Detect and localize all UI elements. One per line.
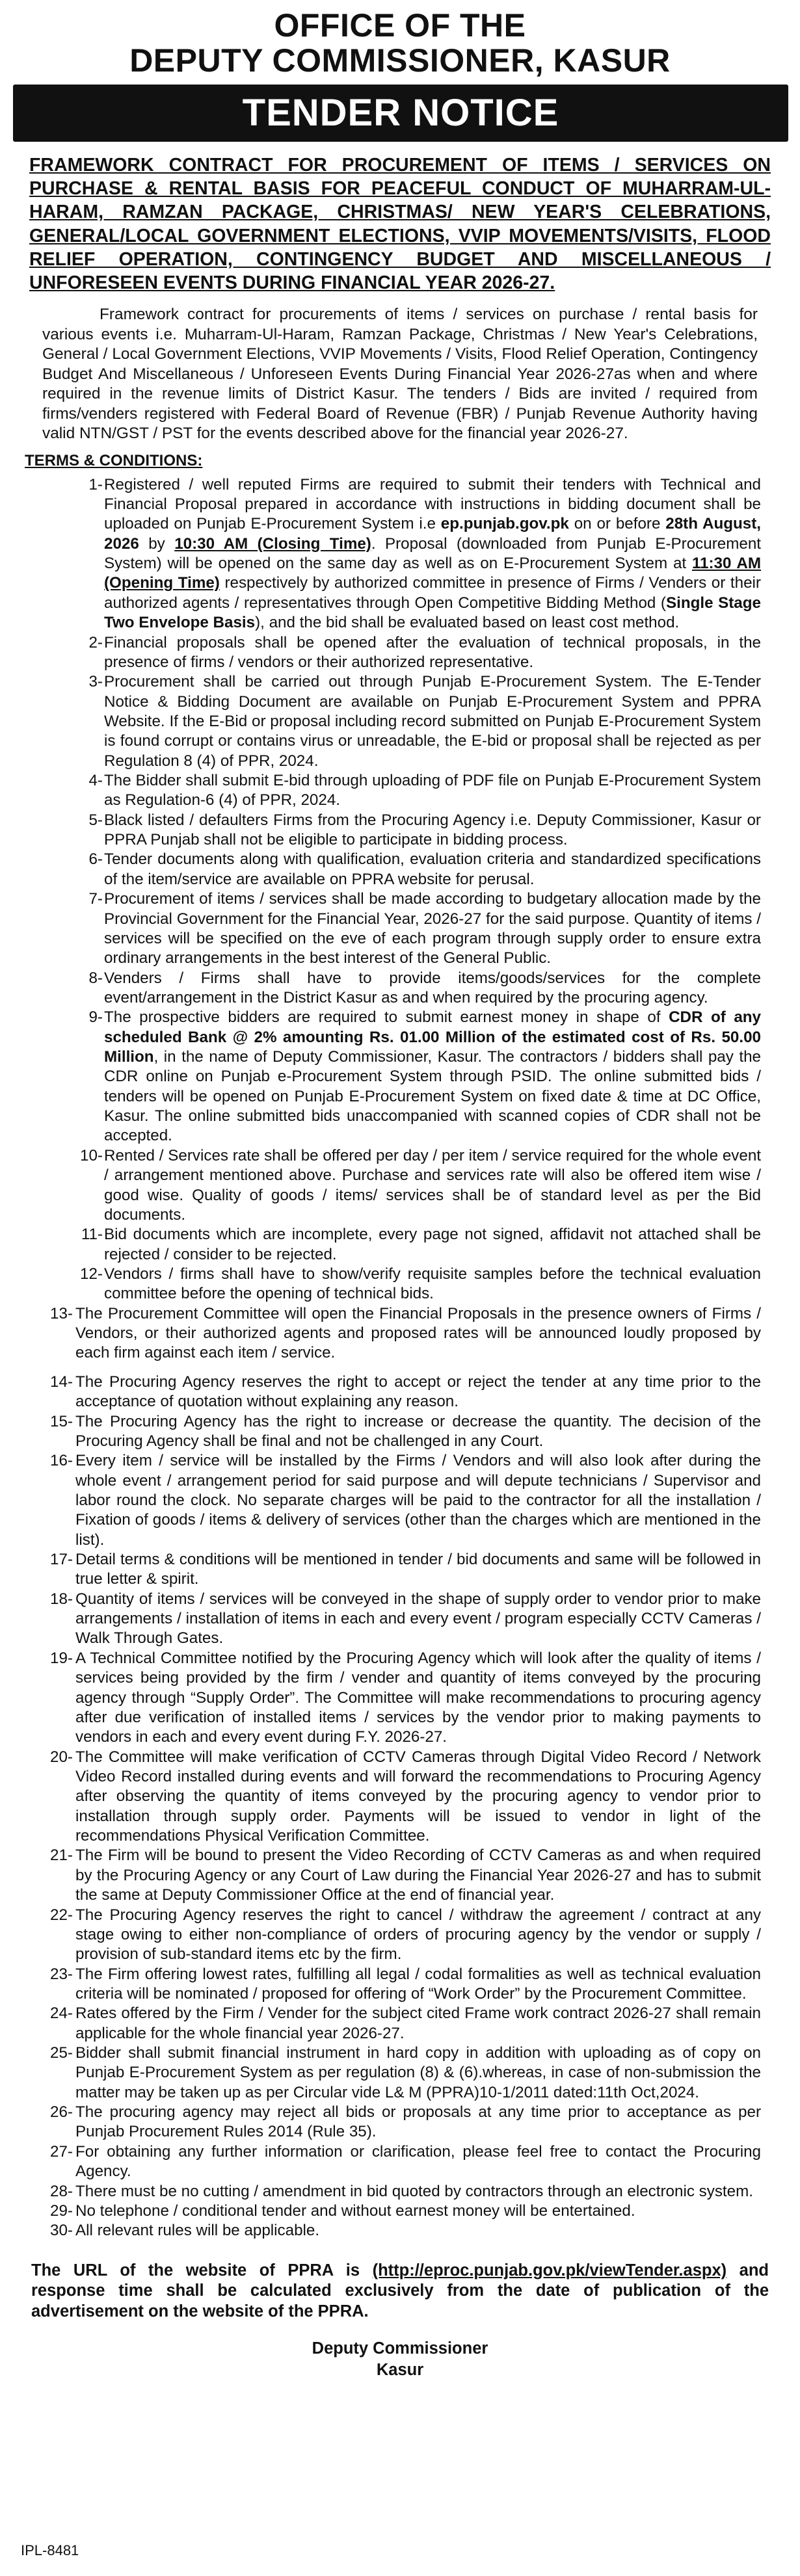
term-item	[13, 1451, 761, 1550]
term-text: Procurement shall be carried out through Punjab E-Procurement System. The E-Tender Notice & Bidding Document are available on Punjab E-Procurement System and PPRA Website. If the E-Bid or proposal including record submitted on Punjab E-Procurement System is found corrupt or contains virus or unreadable, the E-bid or proposal shall be rejected as per Regulation 8 (4) of PPR, 2024.	[104, 673, 761, 770]
term-text: The Firm offering lowest rates, fulfilling all legal / codal formalities as well as technical evaluation criteria will be nominated / proposed for offering of “Work Order” by the Procurement Committee.	[75, 1965, 761, 2003]
term-text: respectively by authorized committee in presence of Firms / Venders or their authorized agents / representatives through Open Competitive Bidding Method (	[104, 574, 761, 612]
intro-paragraph: Framework contract for procurements of items / services on purchase / rental basis for various events i.e. Muharram-Ul-Haram, Ramzan Package, Christmas / New Year's Celebrations, General / Local Government Elections, VVIP Movements / Visits, Flood Relief Operation, Contingency Budget And Miscellaneous / Unforeseen Events During Financial Year 2026-27as when and where required in the revenue limits of District Kasur. The tenders / Bids are invited / required from firms/venders registered with Federal Board of Revenue (FBR) / Punjab Revenue Authority having valid NTN/GST / PST for the events described above for the financial year 2026-27.	[42, 306, 758, 443]
term-item	[13, 1748, 761, 1847]
term-number: 28-	[50, 2182, 73, 2200]
term-item	[13, 1008, 761, 1146]
signatory-title: Deputy Commissioner	[312, 2339, 488, 2358]
signature-block	[13, 2338, 787, 2381]
term-item	[13, 1412, 761, 1452]
term-item	[13, 1965, 761, 2004]
term-number: 27-	[50, 2142, 73, 2161]
term-text: Bid documents which are incomplete, every page not signed, affidavit not attached shall be rejected / consider to be rejected.	[104, 1226, 761, 1263]
footer-text: The URL of the website of PPRA is	[31, 2261, 373, 2280]
term-number: 7-	[88, 890, 103, 908]
term-number: 24-	[50, 2004, 73, 2023]
term-text: by	[139, 534, 175, 553]
term-text: For obtaining any further information or clarification, please feel free to contact the Procuring Agency.	[75, 2142, 761, 2181]
term-text: There must be no cutting / amendment in bid quoted by contractors through an electronic system.	[75, 2182, 753, 2200]
term-item	[13, 1373, 761, 1412]
term-text: Vendors / firms shall have to show/verify requisite samples before the technical evaluation committee before the opening of technical bids.	[104, 1265, 761, 1303]
term-text: Quantity of items / services will be conveyed in the shape of supply order to vendor prior to make arrangements / installation of items in each and every event / program especially CCTV Cameras / Walk Through Gates.	[75, 1590, 761, 1648]
term-number: 26-	[50, 2103, 73, 2122]
term-number: 1-	[88, 475, 103, 493]
term-text: Detail terms & conditions will be mentioned in tender / bid documents and same will be followed in true letter & spirit.	[75, 1551, 761, 1588]
term-item	[13, 1649, 761, 1748]
term-text: Procurement of items / services shall be made according to budgetary allocation made by the Provincial Government for the Financial Year, 2026-27 for the said purpose. Quantity of items / services will be specified on the eve of each program through supply order to ensure extra ordinary arrangements in the best interest of the General Public.	[104, 890, 761, 967]
term-item	[13, 2044, 761, 2103]
term-text: Rented / Services rate shall be offered per day / per item / service required for the whole event / arrangement mentioned above. Purchase and services rate will also be offered item wise / good wise. Quality of goods / items/ services shall be of standard level as per the Bid documents.	[104, 1146, 761, 1224]
term-text: The Procuring Agency reserves the right to cancel / withdraw the agreement / contract at any stage owing to either non-compliance of orders of procuring agency by the vendor or supply / provision of sub-standard items etc by the firm.	[75, 1906, 761, 1964]
term-number: 30-	[50, 2222, 73, 2240]
procurement-site: ep.punjab.gov.pk	[440, 515, 569, 533]
term-number: 10-	[80, 1146, 103, 1164]
term-item	[13, 1590, 761, 1649]
term-number: 25-	[50, 2044, 73, 2062]
term-number: 13-	[50, 1304, 73, 1322]
term-item	[13, 811, 761, 850]
term-item	[13, 2103, 761, 2142]
term-text: The Committee will make verification of CCTV Cameras through Digital Video Record / Network Video Record installed during events and will forward the recommendations to Procuring Agency after observing the quantity of items conveyed by the procuring agency to vendor prior to installation through supply order. Payments will be issued to vendor in light of the recommendations Physical Verification Committee.	[75, 1748, 761, 1845]
term-item	[13, 2182, 761, 2201]
term-text: Black listed / defaulters Firms from the Procuring Agency i.e. Deputy Commissioner, Kasur or PPRA Punjab shall not be eligible to participate in bidding process.	[104, 811, 761, 849]
bidding-method: Single Stage Two Envelope Basis	[104, 594, 761, 632]
signatory-place: Kasur	[376, 2361, 424, 2380]
term-number: 29-	[50, 2201, 73, 2220]
term-number: 19-	[50, 1649, 73, 1667]
term-text: The Bidder shall submit E-bid through uploading of PDF file on Punjab E-Procurement System as Regulation-6 (4) of PPR, 2024.	[104, 772, 761, 809]
term-text: A Technical Committee notified by the Procuring Agency which will look after the quality of items / services being provided by the firm / vender and quantity of items conveyed by the procuring agency through “Supply Order”. The Committee will make recommendations to procuring agency after due verification of installed items / services by the vendor prior to making payments to vendors in each and every event during F.Y. 2026-27.	[75, 1649, 761, 1746]
term-text: The procuring agency may reject all bids or proposals at any time prior to acceptance as per Punjab Procurement Rules 2014 (Rule 35).	[75, 2103, 761, 2141]
term-text: Registered / well reputed Firms are required to submit their tenders with Technical and Financial Proposal prepared in accordance with instructions in bidding document shall be uploaded on Punjab E-Procurement System i.e	[104, 475, 761, 533]
term-item	[13, 1846, 761, 1905]
term-item	[13, 2004, 761, 2044]
term-text: All relevant rules will be applicable.	[75, 2222, 320, 2240]
term-number: 23-	[50, 1965, 73, 1983]
term-text: Financial proposals shall be opened after the evaluation of technical proposals, in the presence of firms / vendors or their authorized representative.	[104, 633, 761, 671]
tender-notice-banner: TENDER NOTICE	[13, 85, 788, 142]
footer-text: and response time shall be calculated exclusively from the date of publication of the advertisement on the website of the PPRA.	[31, 2261, 769, 2321]
term-item	[13, 672, 761, 771]
subject-heading: FRAMEWORK CONTRACT FOR PROCUREMENT OF ITEMS / SERVICES ON PURCHASE & RENTAL BASIS FOR PEACEFUL CONDUCT OF MUHARRAM-UL-HARAM, RAMZAN PACKAGE, CHRISTMAS/ NEW YEAR'S CELEBRATIONS, GENERAL/LOCAL GOVERNMENT ELECTIONS, VVIP MOVEMENTS/VISITS, FLOOD RELIEF OPERATION, CONTINGENCY BUDGET AND MISCELLANEOUS / UNFORESEEN EVENTS DURING FINANCIAL YEAR 2026-27.	[29, 155, 771, 293]
term-text: The Procurement Committee will open the Financial Proposals in the presence owners of Firms / Vendors, or their authorized agents and proposed rates will be announced loudly proposed by each firm against each item / service.	[75, 1304, 761, 1362]
term-item	[13, 2142, 761, 2182]
ppra-url-link[interactable]: (http://eproc.punjab.gov.pk/viewTender.aspx)	[372, 2261, 727, 2280]
term-number: 3-	[88, 673, 103, 691]
term-text: The Firm will be bound to present the Video Recording of CCTV Cameras as and when required by the Procuring Agency or any Court of Law during the Financial Year 2026-27 and has to submit the same at Deputy Commissioner Office at the end of financial year.	[75, 1847, 761, 1904]
term-text: . Proposal (downloaded from Punjab E-Procurement System) will be opened on the same day as well as on E-Procurement System at	[104, 534, 761, 573]
term-item	[13, 889, 761, 968]
term-item	[13, 1146, 761, 1225]
term-number: 5-	[88, 811, 103, 829]
term-item	[13, 633, 761, 673]
earnest-money: CDR of any scheduled Bank @ 2% amounting Rs. 01.00 Million of the estimated cost of Rs. 50.00 Million	[104, 1008, 762, 1066]
office-heading	[13, 8, 787, 78]
term-number: 12-	[80, 1265, 103, 1283]
term-number: 18-	[50, 1590, 73, 1608]
opening-time: 11:30 AM (Opening Time)	[104, 555, 761, 592]
office-line-2: DEPUTY COMMISSIONER, KASUR	[129, 42, 671, 79]
term-text: on or before	[568, 515, 666, 533]
office-line-1: OFFICE OF THE	[274, 7, 526, 44]
closing-date: 28th August, 2026	[104, 515, 761, 553]
ppra-url-notice	[31, 2261, 769, 2323]
term-number: 6-	[88, 850, 103, 869]
term-text: The Procuring Agency has the right to increase or decrease the quantity. The decision of the Procuring Agency shall be final and not be challenged in any Court.	[75, 1412, 761, 1450]
term-item	[13, 850, 761, 889]
term-number: 17-	[50, 1551, 73, 1569]
term-number: 20-	[50, 1748, 73, 1766]
term-number: 22-	[50, 1906, 73, 1924]
term-item	[13, 1265, 761, 1304]
term-number: 4-	[88, 772, 103, 790]
term-text: , in the name of Deputy Commissioner, Kasur. The contractors / bidders shall pay the CDR online on Punjab e-Procurement System through PSID. The online submitted bids / tenders will be opened on Punjab E-Procurement System on fixed date & time at DC Office, Kasur. The online submitted bids unaccompanied with scanned copies of CDR shall not be accepted.	[104, 1048, 761, 1145]
term-text: The Procuring Agency reserves the right to accept or reject the tender at any time prior to the acceptance of quotation without explaining any reason.	[75, 1373, 761, 1411]
term-item	[13, 1225, 761, 1265]
term-number: 11-	[81, 1226, 103, 1244]
term-item	[13, 475, 761, 633]
term-number: 16-	[50, 1452, 73, 1470]
term-text: Rates offered by the Firm / Vender for the subject cited Frame work contract 2026-27 shall remain applicable for the whole financial year 2026-27.	[75, 2004, 761, 2042]
terms-list	[13, 475, 761, 2241]
term-text: No telephone / conditional tender and without earnest money will be entertained.	[75, 2201, 635, 2220]
term-item	[13, 771, 761, 811]
ipl-number: IPL-8481	[21, 2542, 79, 2558]
term-text: Tender documents along with qualification, evaluation criteria and standardized specifications of the item/service are available on PPRA website for perusal.	[104, 850, 761, 888]
term-item	[13, 1906, 761, 1965]
term-item	[13, 969, 761, 1008]
term-number: 9-	[88, 1008, 103, 1027]
term-item	[13, 2221, 761, 2241]
term-number: 15-	[50, 1412, 73, 1430]
term-number: 2-	[88, 633, 103, 651]
closing-time: 10:30 AM (Closing Time)	[174, 534, 371, 553]
term-item	[13, 2201, 761, 2221]
term-item	[13, 1550, 761, 1590]
term-number: 21-	[50, 1847, 73, 1865]
term-number: 8-	[88, 969, 103, 987]
term-text: Bidder shall submit financial instrument in hard copy in addition with uploading as of copy on Punjab E-Procurement System as per regulation (8) & (6).whereas, in case of non-submission the matter may be taken up as per Circular vide L& M (PPRA)10-1/2011 dated:11th Oct,2024.	[75, 2044, 761, 2101]
term-item	[13, 1304, 761, 1363]
term-text: ), and the bid shall be evaluated based on least cost method.	[255, 614, 680, 632]
term-number: 14-	[50, 1373, 73, 1391]
term-text: Every item / service will be installed by the Firms / Vendors and will also look after during the whole event / arrangement period for said purpose and will depute technicians / Supervisor and labor round the clock. No separate charges will be paid to the contractor for all the installation / Fixation of goods / items & delivery of services (other than the charges which are mentioned in the list).	[75, 1452, 761, 1549]
term-text: The prospective bidders are required to submit earnest money in shape of	[104, 1008, 669, 1027]
term-text: Venders / Firms shall have to provide items/goods/services for the complete event/arrangement in the District Kasur as and when required by the procuring agency.	[104, 969, 761, 1006]
terms-heading: TERMS & CONDITIONS:	[25, 451, 203, 469]
